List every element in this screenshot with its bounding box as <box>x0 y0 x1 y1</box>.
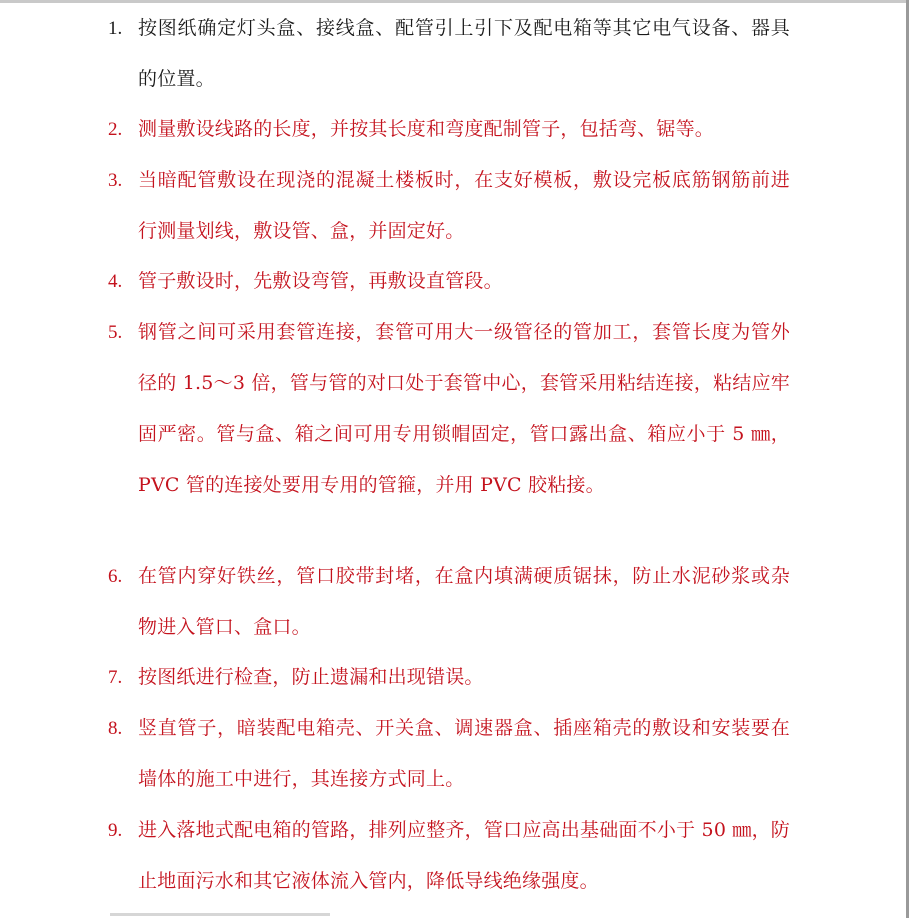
cut-off-next-line <box>110 913 330 916</box>
list-item-number: 2. <box>108 119 123 140</box>
list-item-text: 进入落地式配电箱的管路，排列应整齐，管口应高出基础面不小于 50 ㎜，防止地面污水和其它液体流入管内，降低导线绝缘强度。 <box>138 819 790 892</box>
list-item-number: 4. <box>108 271 123 292</box>
list-item-number: 9. <box>108 820 123 841</box>
list-item-text: 管子敷设时，先敷设弯管，再敷设直管段。 <box>138 270 503 292</box>
list-item-text: 在管内穿好铁丝，管口胶带封堵，在盒内填满硬质锯抹，防止水泥砂浆或杂物进入管口、盒口。 <box>138 565 790 638</box>
list-item-number: 5. <box>108 322 123 343</box>
list-item-number: 7. <box>108 667 123 688</box>
list-item-text: 钢管之间可采用套管连接，套管可用大一级管径的管加工，套管长度为管外径的 1.5～3 倍，管与管的对口处于套管中心，套管采用粘结连接，粘结应牢固严密。管与盒、箱之间可用专用锁帽固定，管口露出盒、箱应小于 5 ㎜，PVC 管的连接处要用专用的管箍，并用 PVC 胶粘接。 <box>138 321 790 496</box>
list-item-text: 竖直管子，暗装配电箱壳、开关盒、调速器盒、插座箱壳的敷设和安装要在墙体的施工中进行，其连接方式同上。 <box>138 717 790 790</box>
list-item-number: 8. <box>108 718 123 739</box>
list-item-text: 测量敷设线路的长度，并按其长度和弯度配制管子，包括弯、锯等。 <box>138 118 715 140</box>
list-item-text: 当暗配管敷设在现浇的混凝土楼板时，在支好模板，敷设完板底筋钢筋前进行测量划线，敷设管、盒，并固定好。 <box>138 169 790 242</box>
list-item-number: 6. <box>108 566 123 587</box>
list-item-text: 按图纸进行检查，防止遗漏和出现错误。 <box>138 666 484 688</box>
list-item-number: 1. <box>108 18 123 39</box>
list-item-number: 3. <box>108 170 123 191</box>
list-item-text: 按图纸确定灯头盒、接线盒、配管引上引下及配电箱等其它电气设备、器具的位置。 <box>138 17 790 90</box>
